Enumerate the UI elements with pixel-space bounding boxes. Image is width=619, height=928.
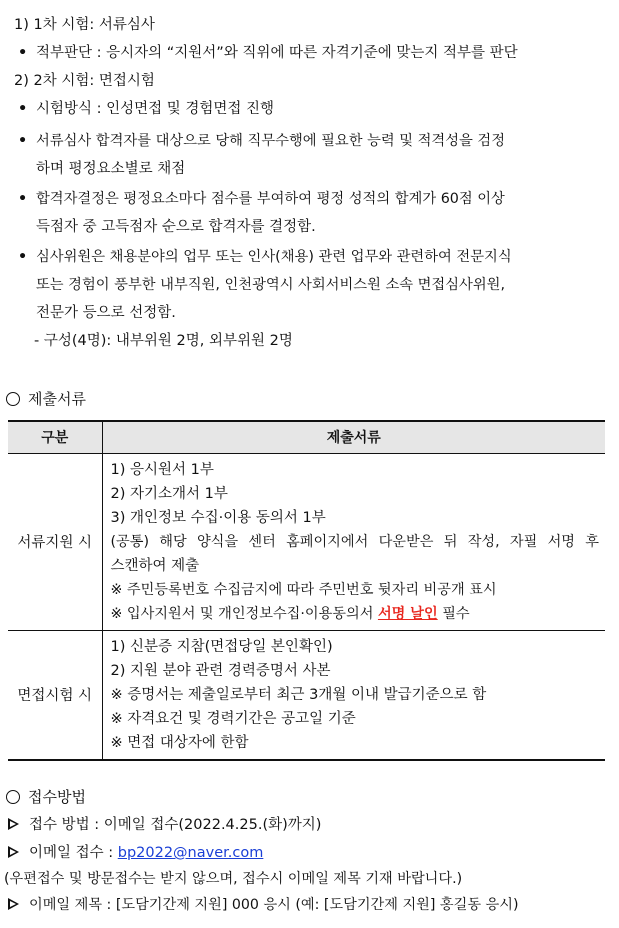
application-method bbox=[8, 812, 321, 838]
application-section-title-text: 접수방법 bbox=[28, 788, 86, 806]
email-label: 이메일 접수 : bbox=[29, 845, 118, 861]
row-content bbox=[102, 453, 605, 630]
doc-note-pre: ※ 입사지원서 및 개인정보수집·이용동의서 bbox=[110, 605, 378, 622]
step1-title: 1) 1차 시험: 서류심사 bbox=[14, 17, 155, 33]
step2-title: 2) 2차 시험: 면접시험 bbox=[14, 73, 155, 89]
composition: - 구성(4명): 내부위원 2명, 외부위원 2명 bbox=[34, 333, 293, 349]
step2-bullet-method: • 시험방식 : 인성면접 및 경험면접 진행 bbox=[36, 96, 274, 122]
doc-item: 1) 응시원서 1부 bbox=[110, 461, 214, 478]
doc-note-post: 필수 bbox=[437, 605, 470, 622]
documents-section-title bbox=[6, 386, 86, 412]
doc-item: 1) 신분증 지참(면접당일 본인확인) bbox=[110, 638, 333, 655]
doc-note: ※ 자격요건 및 경력기간은 공고일 기준 bbox=[110, 710, 356, 727]
doc-note: ※ 증명서는 제출일로부터 최근 3개월 이내 발급기준으로 함 bbox=[110, 686, 487, 703]
doc-note bbox=[111, 602, 600, 626]
circle-bullet-icon bbox=[6, 392, 20, 406]
doc-item: 3) 개인정보 수집·이용 동의서 1부 bbox=[110, 509, 326, 526]
step2-bullet-screening-l2: 하며 평정요소별로 채점 bbox=[36, 161, 186, 177]
table-row bbox=[8, 630, 605, 760]
doc-item: 2) 지원 분야 관련 경력증명서 사본 bbox=[110, 662, 331, 679]
doc-note: ※ 주민등록번호 수집금지에 따라 주민번호 뒷자리 비공개 표시 bbox=[110, 581, 497, 598]
application-subject bbox=[8, 892, 519, 918]
step2-bullet-judges-l1: • 심사위원은 채용분야의 업무 또는 인사(채용) 관련 업무와 관련하여 전문지식 bbox=[36, 244, 606, 270]
row-content bbox=[102, 630, 605, 760]
documents-table bbox=[8, 420, 605, 761]
header-documents: 제출서류 bbox=[102, 421, 605, 453]
step2-bullet-judges-l2: 또는 경험이 풍부한 내부직원, 인천광역시 사회서비스원 소속 면접심사위원, bbox=[36, 277, 506, 293]
step2-bullet-decision-l1: • 합격자결정은 평정요소마다 점수를 부여하여 평정 성적의 합계가 60점 이상 bbox=[36, 186, 606, 212]
doc-item: 스캔하여 제출 bbox=[110, 557, 200, 574]
application-email bbox=[8, 840, 263, 866]
application-section-title bbox=[6, 784, 86, 810]
row-category: 면접시험 시 bbox=[8, 630, 102, 760]
row-category: 서류지원 시 bbox=[8, 453, 102, 630]
step1-bullet: • 적부판단 : 응시자의 “지원서”와 직위에 따른 자격기준에 맞는지 적부를 판단 bbox=[36, 40, 518, 66]
step2-bullet-decision-l2: 득점자 중 고득점자 순으로 합격자를 결정함. bbox=[36, 219, 316, 235]
triangle-bullet-icon bbox=[8, 898, 19, 910]
triangle-bullet-icon bbox=[8, 846, 19, 858]
application-method-text: 접수 방법 : 이메일 접수(2022.4.25.(화)까지) bbox=[29, 817, 322, 833]
step2-bullet-judges-l3: 전문가 등으로 선정함. bbox=[36, 305, 176, 321]
doc-item: 2) 자기소개서 1부 bbox=[110, 485, 228, 502]
circle-bullet-icon bbox=[6, 790, 20, 804]
application-note: (우편접수 및 방문접수는 받지 않으며, 접수시 이메일 제목 기재 바랍니다.) bbox=[4, 871, 463, 887]
email-link[interactable]: bp2022@naver.com bbox=[117, 845, 264, 861]
header-category: 구분 bbox=[8, 421, 102, 453]
doc-item: (공통) 해당 양식을 센터 홈페이지에서 다운받은 뒤 작성, 자필 서명 후 bbox=[110, 533, 599, 550]
application-subject-text: 이메일 제목 : [도담기간제 지원] 000 응시 (예: [도담기간제 지원] 홍길동 응시) bbox=[29, 897, 519, 913]
step2-bullet-screening-l1: • 서류심사 합격자를 대상으로 당해 직무수행에 필요한 능력 및 적격성을 검정 bbox=[36, 128, 606, 154]
triangle-bullet-icon bbox=[8, 818, 19, 830]
signature-required-highlight: 서명 날인 bbox=[377, 605, 438, 622]
doc-note: ※ 면접 대상자에 한함 bbox=[110, 734, 249, 751]
table-row bbox=[8, 453, 605, 630]
documents-section-title-text: 제출서류 bbox=[28, 390, 86, 408]
